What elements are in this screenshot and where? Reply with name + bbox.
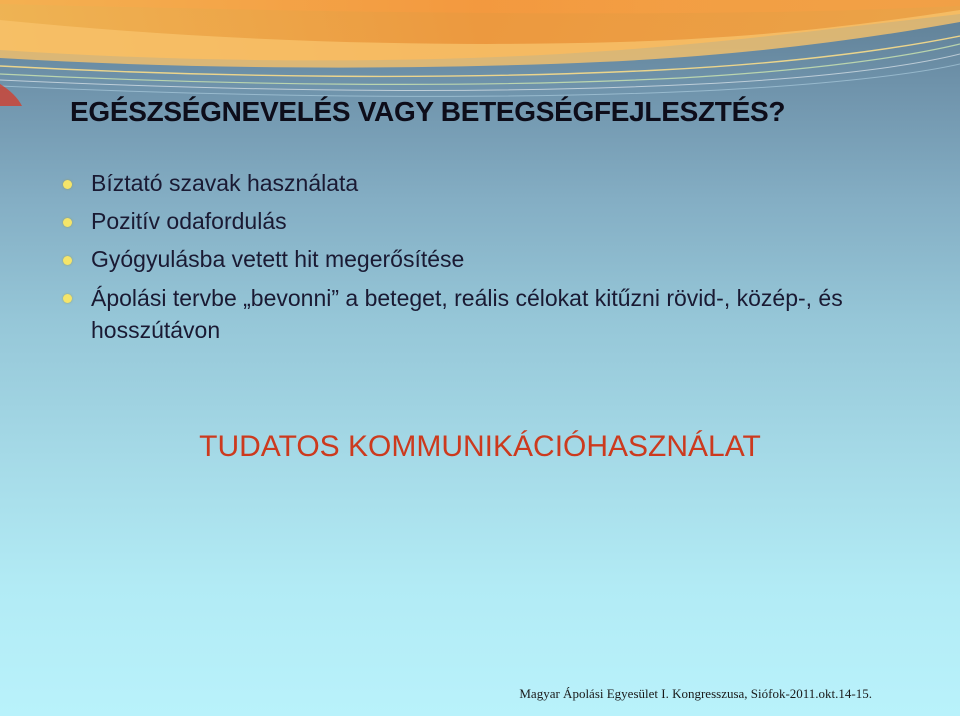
header-wave-decoration [0, 0, 960, 110]
bullet-list [60, 168, 920, 353]
emphasis-heading: TUDATOS KOMMUNIKÁCIÓHASZNÁLAT [199, 430, 761, 463]
bullet-text: Pozitív odafordulás [91, 208, 287, 234]
bullet-item [60, 282, 920, 346]
bullet-dot-icon [63, 218, 72, 227]
bullet-dot-icon [63, 294, 72, 303]
bullet-text: Ápolási tervbe „bevonni” a beteget, reális célokat kitűzni rövid-, közép-, és hosszútávon [91, 285, 843, 343]
bullet-text: Bíztató szavak használata [91, 170, 359, 196]
bullet-item [60, 206, 920, 237]
bullet-item [60, 244, 920, 275]
bullet-dot-icon [63, 256, 72, 265]
footer-text: Magyar Ápolási Egyesület I. Kongresszusa, Siófok-2011.okt.14-15. [519, 686, 872, 701]
slide-title: EGÉSZSÉGNEVELÉS VAGY BETEGSÉGFEJLESZTÉS? [70, 96, 786, 127]
bullet-text: Gyógyulásba vetett hit megerősítése [91, 246, 465, 272]
bullet-item [60, 168, 920, 199]
bullet-dot-icon [63, 180, 72, 189]
